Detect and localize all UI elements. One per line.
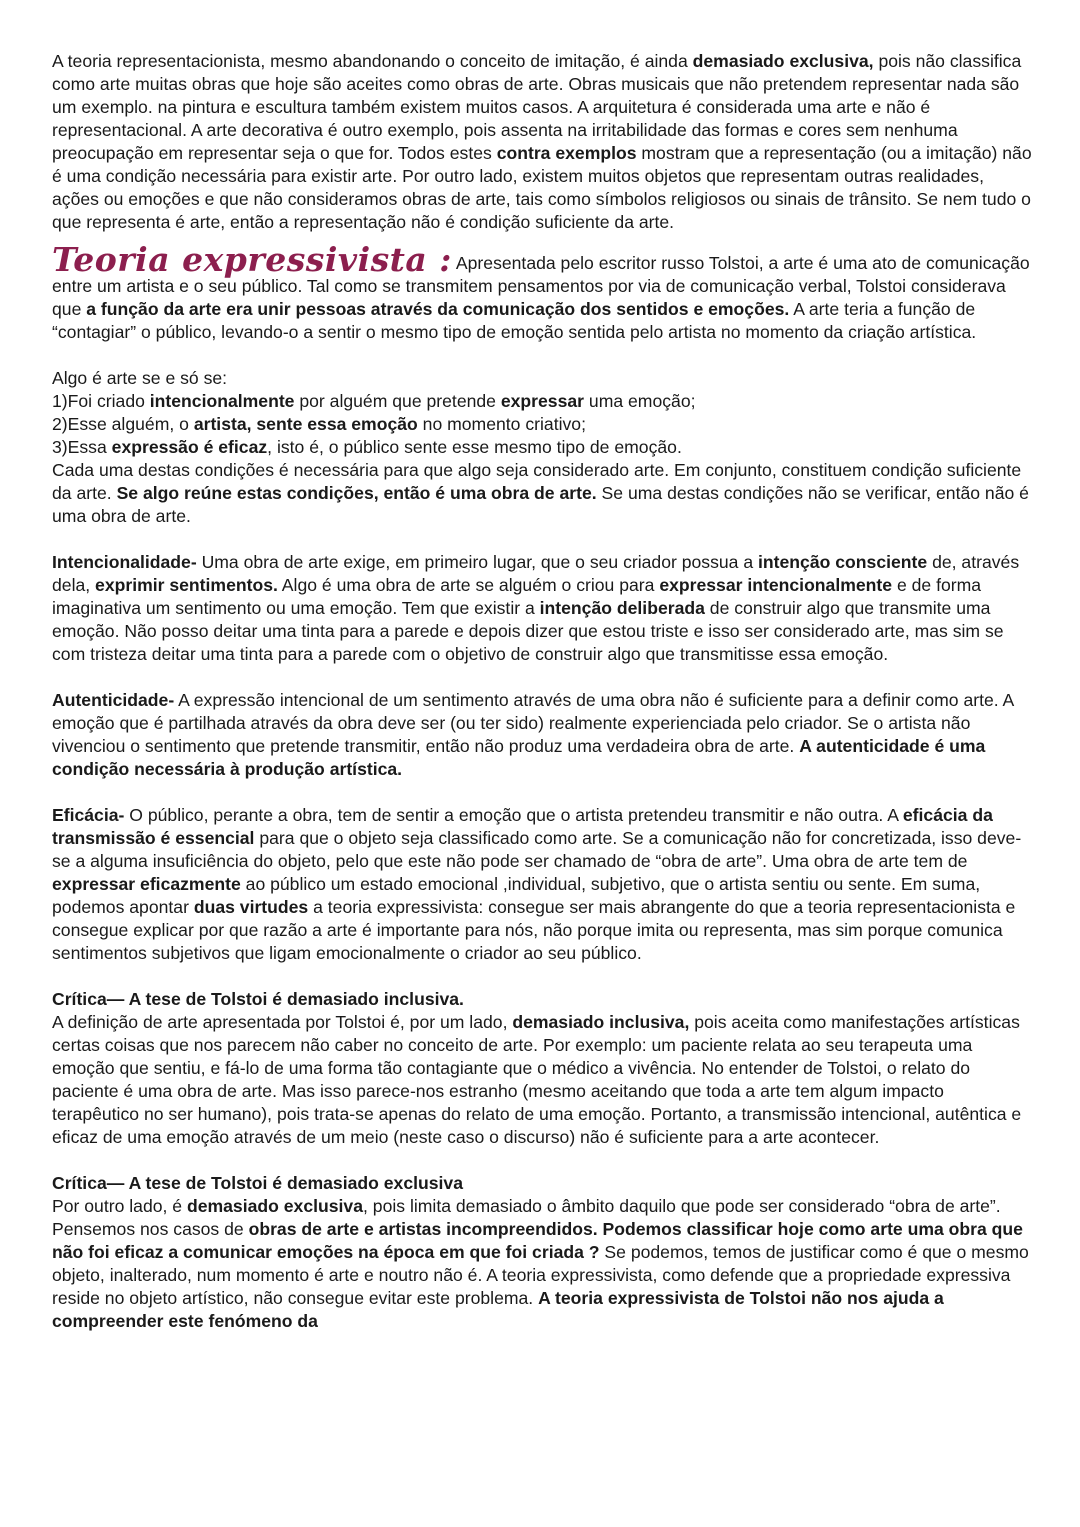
- bold-text: Se algo reúne estas condições, então é uma obra de arte.: [116, 483, 597, 503]
- bold-text: expressar: [500, 391, 585, 411]
- text-run: , isto é, o público sente esse mesmo tipo de emoção.: [267, 437, 682, 457]
- conditions-summary: [52, 459, 1032, 528]
- text-run: A arte teria a função de “contagiar” o público, levando-o a sentir o mesmo tipo de emoção sentida pelo artista no momento da criação artística.: [52, 299, 977, 342]
- text-run: A teoria representacionista, mesmo abandonando o conceito de imitação, é ainda: [52, 51, 693, 71]
- text-run: , pois limita demasiado o âmbito daquilo que pode ser considerado “obra de arte”. Pensemos nos casos de: [52, 1196, 1001, 1239]
- spacer: [52, 965, 1032, 988]
- text-run: A definição de arte apresentada por Tolstoi é, por um lado,: [52, 1012, 513, 1032]
- spacer: [52, 344, 1032, 367]
- paragraph-autenticidade: [52, 689, 1032, 781]
- paragraph-intencionalidade: [52, 551, 1032, 666]
- paragraph-expressivista-intro: [52, 240, 1032, 344]
- text-run: O público, perante a obra, tem de sentir a emoção que o artista pretendeu transmitir e não outra. A: [124, 805, 903, 825]
- text-run: e de forma imaginativa um sentimento ou uma emoção. Tem que existir a: [52, 575, 982, 618]
- bold-text: artista, sente essa emoção: [193, 414, 418, 434]
- bold-text: Eficácia-: [52, 805, 125, 825]
- section-title-expressivista: Teoria expressivista :: [52, 240, 452, 279]
- text-run: de, através dela,: [52, 552, 1020, 595]
- text-run: pois não classifica como arte muitas obras que hoje são aceites como obras de arte. Obras musicais que não pretendem representar nada são um exemplo. na pintura e escultura também existem muitos casos. A arquitetura é considerada uma arte e não é representacional. A arte decorativa é outro exemplo, pois assenta na irritabilidade das formas e cores sem nenhuma preocupação em representar seja o que for. Todos estes: [52, 51, 1022, 163]
- text-run: Algo é uma obra de arte se alguém o criou para: [277, 575, 660, 595]
- text-run: a teoria expressivista: consegue ser mais abrangente do que a teoria representacionista e consegue explicar por que razão a arte é importante para nós, não porque imita ou representa, mas sim porque comunica sentimentos subjetivos que ligam emocionalmente o criador ao seu público.: [52, 897, 1016, 963]
- bold-text: expressar intencionalmente: [659, 575, 893, 595]
- bold-text: intenção consciente: [758, 552, 928, 572]
- text-run: de construir algo que transmite uma emoção. Não posso deitar uma tinta para a parede e depois dizer que estou triste e isso ser considerado arte, mas sim se com tristeza deitar uma tinta para a parede com o objetivo de construir algo que transmitisse essa emoção.: [52, 598, 1004, 664]
- bold-text: intencionalmente: [149, 391, 295, 411]
- critique-inclusiva-title: [52, 988, 1032, 1011]
- paragraph-eficacia: [52, 804, 1032, 965]
- text-run: Cada uma destas condições é necessária para que algo seja considerado arte. Em conjunto, constituem condição suficiente da arte.: [52, 460, 1022, 503]
- bold-text: Intencionalidade-: [52, 552, 197, 572]
- bold-text: demasiado inclusiva,: [512, 1012, 690, 1032]
- text-run: 1)Foi criado: [52, 391, 150, 411]
- condition-3: [52, 436, 1032, 459]
- spacer: [52, 781, 1032, 804]
- text-run: uma emoção;: [584, 391, 696, 411]
- bold-text: duas virtudes: [193, 897, 309, 917]
- spacer: [52, 528, 1032, 551]
- bold-text: a função da arte era unir pessoas através da comunicação dos sentidos e emoções.: [86, 299, 790, 319]
- paragraph-critique-exclusiva: [52, 1195, 1032, 1333]
- bold-text: demasiado exclusiva: [186, 1196, 364, 1216]
- text-run: no momento criativo;: [417, 414, 586, 434]
- text-run: Apresentada pelo escritor russo Tolstoi, a arte é uma ato de comunicação entre um artista e o seu público. Tal como se transmitem pensamentos por via de comunicação verbal, Tolstoi considerava que: [52, 253, 1030, 319]
- bold-text: expressão é eficaz: [111, 437, 268, 457]
- bold-text: exprimir sentimentos.: [95, 575, 278, 595]
- text-run: mostram que a representação (ou a imitação) não é uma condição necessária para existir arte. Por outro lado, existem muitos objetos que representam outras realidades, ações ou emoções e que não consideramos obras de arte, tais como símbolos religiosos ou sinais de trânsito. Se nem tudo o que representa é arte, então a representação não é condição suficiente da arte.: [52, 143, 1032, 232]
- bold-text: contra exemplos: [496, 143, 637, 163]
- text-run: pois aceita como manifestações artísticas certas coisas que nos parecem não caber no conceito de arte. Por exemplo: um paciente relata ao seu terapeuta uma emoção que sentiu, e fá-lo de uma forma tão contagiante que o médico a vivência. No entender de Tolstoi, o relato do paciente é uma obra de arte. Mas isso parece-nos estranho (mesmo aceitando que toda a arte tem algum impacto terapêutico no ser humano), pois trata-se apenas do relato de uma emoção. Portanto, a transmissão intencional, autêntica e eficaz de uma emoção através de um meio (neste caso o discurso) não é suficiente para a arte acontecer.: [52, 1012, 1022, 1147]
- text-run: para que o objeto seja classificado como arte. Se a comunicação não for concretizada, isso deve-se a alguma insuficiência do objeto, pelo que este não pode ser chamado de “obra de arte”. Uma obra de arte tem de: [52, 828, 1022, 871]
- text-run: Uma obra de arte exige, em primeiro lugar, que o seu criador possua a: [196, 552, 759, 572]
- text-run: 3)Essa: [52, 437, 112, 457]
- bold-text: expressar eficazmente: [52, 874, 241, 894]
- spacer: [52, 1149, 1032, 1172]
- document-page: [52, 50, 1032, 1333]
- text-run: Algo é arte se e só se:: [52, 368, 228, 388]
- bold-text: eficácia da transmissão é essencial: [52, 805, 993, 848]
- bold-text: obras de arte e artistas incompreendidos. Podemos classificar hoje como arte uma obra que não foi eficaz a comunicar emoções na época em que foi criada ?: [52, 1219, 1023, 1262]
- critique-exclusiva-title: [52, 1172, 1032, 1195]
- text-run: A expressão intencional de um sentimento através de uma obra não é suficiente para a definir como arte. A emoção que é partilhada através da obra deve ser (ou ter sido) realmente experienciada pelo criador. Se o artista não vivenciou o sentimento que pretende transmitir, então não produz uma verdadeira obra de arte.: [52, 690, 1014, 756]
- bold-text: demasiado exclusiva,: [692, 51, 874, 71]
- text-run: Por outro lado, é: [52, 1196, 187, 1216]
- text-run: 2)Esse alguém, o: [52, 414, 194, 434]
- condition-2: [52, 413, 1032, 436]
- text-run: Se podemos, temos de justificar como é que o mesmo objeto, inalterado, num momento é arte e noutro não é. A teoria expressivista, como defende que a propriedade expressiva reside no objeto artístico, não consegue evitar este problema.: [52, 1242, 1029, 1308]
- conditions-list: [52, 367, 1032, 528]
- paragraph-critique-inclusiva: [52, 1011, 1032, 1149]
- bold-text: intenção deliberada: [539, 598, 705, 618]
- bold-text: Crítica— A tese de Tolstoi é demasiado exclusiva: [52, 1173, 463, 1193]
- conditions-line: [52, 367, 1032, 390]
- condition-1: [52, 390, 1032, 413]
- bold-text: A teoria expressivista de Tolstoi não nos ajuda a compreender este fenómeno da: [52, 1288, 944, 1331]
- text-run: por alguém que pretende: [294, 391, 501, 411]
- bold-text: A autenticidade é uma condição necessária à produção artística.: [52, 736, 986, 779]
- text-run: Se uma destas condições não se verificar, então não é uma obra de arte.: [52, 483, 1029, 526]
- paragraph-representacionista-critique: [52, 50, 1032, 234]
- bold-text: Autenticidade-: [52, 690, 175, 710]
- text-run: ao público um estado emocional ,individual, subjetivo, que o artista sentiu ou sente. Em suma, podemos apontar: [52, 874, 981, 917]
- spacer: [52, 666, 1032, 689]
- bold-text: Crítica— A tese de Tolstoi é demasiado inclusiva.: [52, 989, 464, 1009]
